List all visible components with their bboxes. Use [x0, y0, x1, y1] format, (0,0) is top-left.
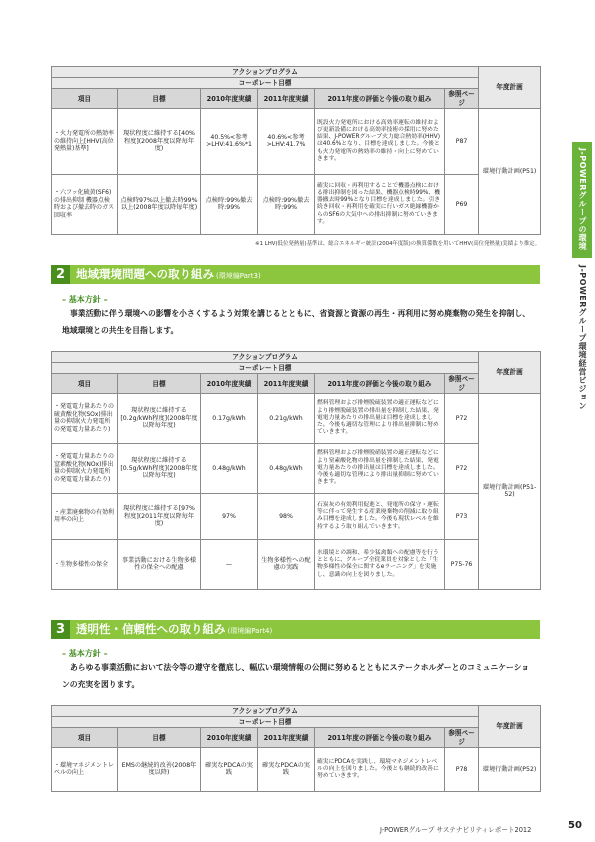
annual-plan-header: 年度計画	[479, 706, 541, 748]
section-2-basic-policy: 事業活動に伴う環境への影響を小さくするよう対策を講じるとともに、省資源と資源の再生・再利用に努め廃棄物の発生を抑制し、地域環境との共生を目指します。	[62, 309, 531, 335]
cell-item: ・発電電力量あたりの硫黄酸化物(SOx)排出量の抑制(火力発電所の発電電力量あたり)	[52, 393, 118, 443]
cell-fy2011: 0.21g/kWh	[258, 393, 315, 443]
section-2-basic-policy-head: – 基本方針 –	[62, 295, 108, 304]
cell-fy2011: 40.6%<参考>LHV:41.7%	[258, 108, 315, 174]
col-goal: 目標	[118, 374, 201, 393]
cell-evaluation: 既設火力発電所における高効率運転の維持および更新設備における高効率技術の採用に努めた結果、J-POWERグループ火力総合熱効率(HHV)は40.6%となり、目標を達成しました。今後とも火力発電所の熱効率の維持・向上に努めていきます。	[315, 108, 445, 174]
cell-goal: 現状程度に維持する[97%程度](2011年度以降毎年度)	[118, 493, 201, 539]
cell-fy2010: 点検時:99%撤去時:99%	[201, 174, 258, 234]
side-tab	[558, 142, 592, 258]
cell-evaluation: 確実に回収・再利用することで機器点検における排出抑制を図った結果、機器点検時99%、機器撤去時99%となり目標を達成しました。引き続き回収・再利用を確実に行いガス絶縁機器からのSF6の大気中への排出抑制に努めていきます。	[315, 174, 445, 234]
section-2-title-text: 地域環境問題への取り組み	[76, 267, 214, 281]
col-evaluation: 2011年度の評価と今後の取り組み	[315, 374, 445, 393]
cell-annual-ref: 環境行動計画(P52)	[479, 747, 541, 791]
col-ref: 参照ページ	[445, 728, 479, 747]
footnote: ※1 LHV(低位発熱量)基準は、総合エネルギー統計(2004年度版)の換算係数を用いてHHV(高位発熱量)実績より推定。	[255, 241, 540, 247]
cell-goal: 事業活動における生物多様性の保全への配慮	[118, 539, 201, 589]
corporate-goals-header: コーポレート目標	[52, 78, 479, 89]
col-ref: 参照ページ	[445, 89, 479, 108]
cell-fy2010: 0.48g/kWh	[201, 443, 258, 493]
table-row	[52, 747, 541, 791]
cell-ref: P69	[445, 174, 479, 234]
cell-goal: EMSの継続的改善(2008年度以降)	[118, 747, 201, 791]
col-fy2010: 2010年度実績	[201, 89, 258, 108]
col-item: 項目	[52, 728, 118, 747]
footer-report-title: J-POWERグループ サステナビリティレポート2012	[380, 826, 532, 834]
cell-evaluation: 水環境との調和、希少猛禽類への配慮等を行うとともに、グループ全従業員を対象とした「生物多様性の保全に関するeラーニング」を実施し、意識の向上を図りました。	[315, 539, 445, 589]
section-2-title	[76, 265, 261, 284]
cell-fy2011: 確実なPDCAの実践	[258, 747, 315, 791]
cell-item: ・六フッ化硫黄(SF6)の排出抑制 機器点検時および撤去時のガス回収率	[52, 174, 118, 234]
cell-item: ・産業廃棄物の有効利用率の向上	[52, 493, 118, 539]
col-fy2010: 2010年度実績	[201, 374, 258, 393]
section-3-basic-policy-head: – 基本方針 –	[62, 649, 108, 658]
section-3-title-text: 透明性・信頼性への取り組み	[76, 622, 226, 636]
cell-goal: 現状程度に維持する[0.5g/kWh程度](2008年度以降毎年度)	[118, 443, 201, 493]
cell-ref: P72	[445, 393, 479, 443]
col-ref: 参照ページ	[445, 374, 479, 393]
annual-plan-header: 年度計画	[479, 352, 541, 394]
cell-ref: P73	[445, 493, 479, 539]
annual-plan-header: 年度計画	[479, 67, 541, 109]
col-goal: 目標	[118, 89, 201, 108]
cell-item: ・発電電力量あたりの窒素酸化物(NOx)排出量の抑制(火力発電所の発電電力量あたり)	[52, 443, 118, 493]
table-row	[52, 443, 541, 493]
col-fy2011: 2011年度実績	[258, 89, 315, 108]
cell-fy2010: —	[201, 539, 258, 589]
col-item: 項目	[52, 89, 118, 108]
cell-fy2010: 確実なPDCAの実践	[201, 747, 258, 791]
cell-goal: 点検時97%以上撤去時99%以上(2008年度以降毎年度)	[118, 174, 201, 234]
cell-annual-ref: 環境行動計画(P51-52)	[479, 393, 541, 589]
action-program-header: アクションプログラム	[52, 706, 479, 717]
action-program-header: アクションプログラム	[52, 67, 479, 78]
section-3-subtitle: (環境編Part4)	[227, 627, 273, 635]
section-3-title	[76, 620, 272, 639]
action-program-header: アクションプログラム	[52, 352, 479, 363]
cell-fy2011: 98%	[258, 493, 315, 539]
section-2-subtitle: (環境編Part3)	[216, 272, 261, 280]
table-row	[52, 493, 541, 539]
col-evaluation: 2011年度の評価と今後の取り組み	[315, 728, 445, 747]
cell-item: ・火力発電所の熱効率の維持向上[HHV(高位発熱量)基準]	[52, 108, 118, 174]
section-2-bar	[51, 265, 540, 284]
cell-item: ・生物多様性の保全	[52, 539, 118, 589]
cell-fy2011: 0.48g/kWh	[258, 443, 315, 493]
section-3-number: 3	[51, 620, 70, 639]
col-fy2010: 2010年度実績	[201, 728, 258, 747]
cell-goal: 現状程度に維持する[0.2g/kWh程度](2008年度以降毎年度)	[118, 393, 201, 443]
cell-item: ・環境マネジメントレベルの向上	[52, 747, 118, 791]
cell-ref: P87	[445, 108, 479, 174]
cell-ref: P72	[445, 443, 479, 493]
cell-fy2011: 点検時:99%撤去時:99%	[258, 174, 315, 234]
cell-evaluation: 燃料管理および排煙脱硝装置の適正運転などにより窒素酸化物の排出量を抑制した結果、発電電力量あたりの排出量は目標を達成しました。今後も適切な管理により排出量抑制に努めていきます。	[315, 443, 445, 493]
table-row	[52, 174, 541, 234]
section-3-bar	[51, 620, 540, 639]
cell-fy2010: 97%	[201, 493, 258, 539]
side-tab-label: J-POWERグループの環境経営	[558, 148, 587, 251]
cell-annual-ref: 環境行動計画(P51)	[479, 108, 541, 234]
cell-evaluation: 確実にPDCAを実践し、環境マネジメントレベルの向上を図りました。今後とも継続的改善に努めていきます。	[315, 747, 445, 791]
col-item: 項目	[52, 374, 118, 393]
action-program-table-2	[51, 351, 541, 590]
cell-fy2010: 0.17g/kWh	[201, 393, 258, 443]
cell-evaluation: 石炭灰の有効利用促進と、発電所の保守・運転等に伴って発生する産業廃棄物の削減に取り組み目標を達成しました。今後も現状レベルを維持するよう取り組んでいきます。	[315, 493, 445, 539]
col-fy2011: 2011年度実績	[258, 374, 315, 393]
cell-fy2010: 40.5%<参考>LHV:41.6%*1	[201, 108, 258, 174]
cell-fy2011: 生物多様性への配慮の実践	[258, 539, 315, 589]
table-row	[52, 393, 541, 443]
table-row	[52, 539, 541, 589]
table-row	[52, 108, 541, 174]
action-program-table-3	[51, 705, 541, 792]
action-program-table-1	[51, 66, 541, 235]
col-evaluation: 2011年度の評価と今後の取り組み	[315, 89, 445, 108]
cell-goal: 現状程度に維持する[40%程度](2008年度以降毎年度)	[118, 108, 201, 174]
cell-ref: P75-76	[445, 539, 479, 589]
side-section-label: J-POWERグループ環境経営ビジョン	[578, 265, 587, 410]
section-2-number: 2	[51, 265, 70, 284]
cell-evaluation: 燃料管理および排煙脱硫装置の適正運転などにより排煙脱硫装置の排出量を抑制した結果、発電電力量あたりの排出量は目標を達成しました。今後も適切な管理により排出量抑制に努めていきます。	[315, 393, 445, 443]
corporate-goals-header: コーポレート目標	[52, 717, 479, 728]
page-number: 50	[568, 820, 582, 831]
cell-ref: P78	[445, 747, 479, 791]
col-goal: 目標	[118, 728, 201, 747]
section-3-basic-policy: あらゆる事業活動において法令等の遵守を徹底し、幅広い環境情報の公開に努めるとともにステークホルダーとのコミュニケーションの充実を図ります。	[62, 663, 530, 689]
corporate-goals-header: コーポレート目標	[52, 363, 479, 374]
col-fy2011: 2011年度実績	[258, 728, 315, 747]
